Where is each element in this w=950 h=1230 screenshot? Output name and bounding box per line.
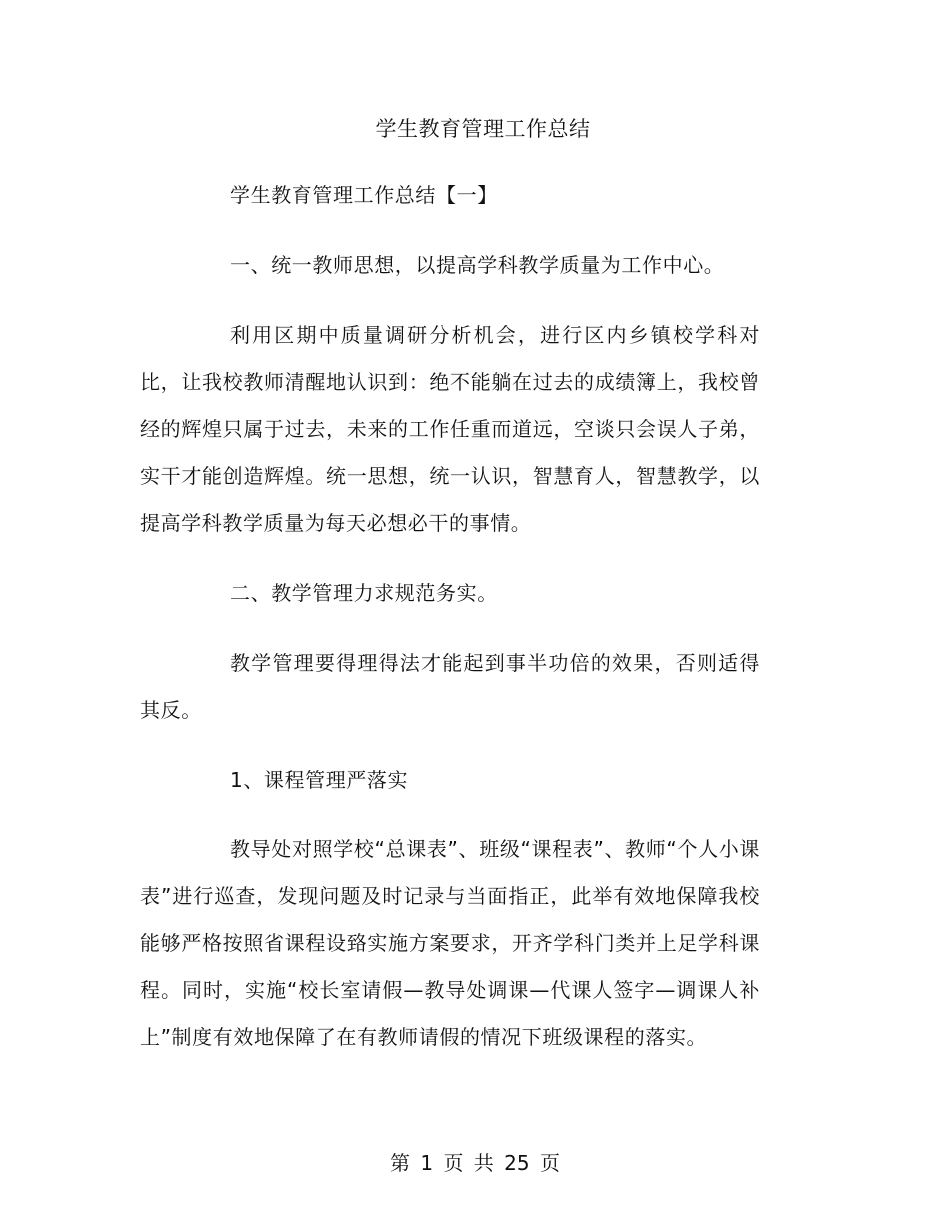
subsection-1-heading: 1、课程管理严落实 <box>230 768 409 792</box>
section-subtitle: 学生教育管理工作总结【一】 <box>230 183 498 207</box>
section-2-heading: 二、教学管理力求规范务实。 <box>230 581 498 605</box>
section-1-heading: 一、统一教师思想，以提高学科教学质量为工作中心。 <box>230 253 725 277</box>
paragraph-1: 利用区期中质量调研分析机会，进行区内乡镇校学科对比，让我校教师清醒地认识到：绝不能躺在过去的成绩簿上，我校曾经的辉煌只属于过去，未来的工作任重而道远，空谈只会误人子弟，实干才能创造辉煌。统一思想，统一认识，智慧育人，智慧教学，以提高学科教学质量为每天必想必干的事情。 <box>140 323 760 535</box>
paragraph-3: 教导处对照学校“总课表”、班级“课程表”、教师“个人小课表”进行巡查，发现问题及时记录与当面指正，此举有效地保障我校能够严格按照省课程设臵实施方案要求，开齐学科门类并上足学科课程。同时，实施“校长室请假—教导处调课—代课人签字—调课人补上”制度有效地保障了在有教师请假的情况下班级课程的落实。 <box>140 837 760 1049</box>
document-title: 学生教育管理工作总结 <box>375 117 591 141</box>
paragraph-2: 教学管理要得理得法才能起到事半功倍的效果，否则适得其反。 <box>140 651 760 722</box>
page-number-footer: 第 1 页 共 25 页 <box>390 1151 560 1175</box>
